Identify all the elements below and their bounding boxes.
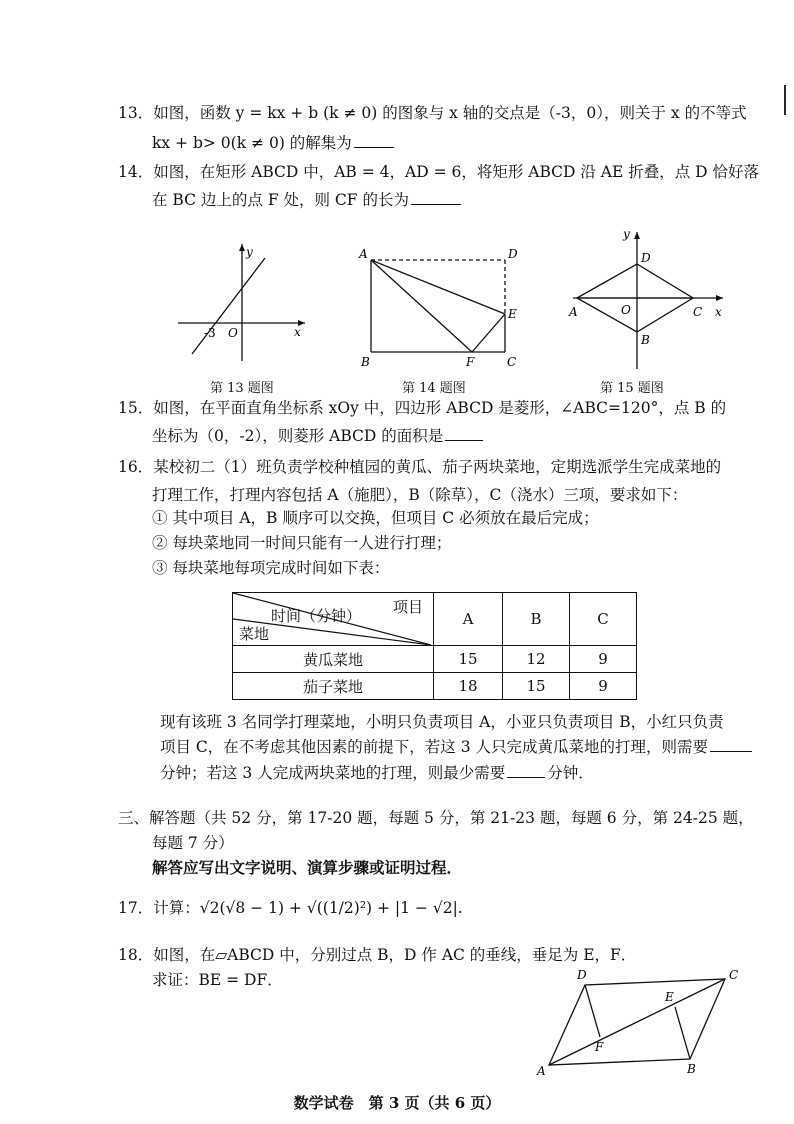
- cell-value: 18: [434, 673, 503, 700]
- cell-value: 15: [434, 646, 503, 673]
- q13-answer-blank[interactable]: [354, 133, 394, 148]
- row-name: 茄子菜地: [233, 673, 434, 700]
- cell-value: 9: [570, 673, 637, 700]
- page-footer: 数学试卷 第 3 页（共 6 页）: [293, 1094, 501, 1112]
- table-col-c: C: [570, 593, 637, 646]
- cell-value: 15: [503, 673, 570, 700]
- fig13-x-label: x: [294, 325, 301, 339]
- fig18-label-e: E: [665, 990, 674, 1004]
- fig18-label-a: A: [537, 1064, 546, 1078]
- fig15-caption: 第 15 题图: [600, 381, 664, 396]
- q14-line1: 14．如图，在矩形 ABCD 中，AB = 4，AD = 6，将矩形 ABCD 沿 AE 折叠，点 D 恰好落: [118, 163, 760, 181]
- fig13-origin-label: O: [228, 326, 238, 340]
- section3-line2: 每题 7 分）: [152, 834, 234, 852]
- table-diagonal-header: [233, 593, 434, 646]
- figure-14: [355, 242, 525, 372]
- q17-line: [118, 898, 463, 918]
- q16-answer-blank-2[interactable]: [507, 763, 545, 778]
- cell-value: 12: [503, 646, 570, 673]
- q16-line5: [160, 763, 594, 783]
- fig18-df: [585, 985, 600, 1037]
- fig14-label-a: A: [359, 247, 368, 261]
- fig15-label-c: C: [693, 305, 703, 319]
- fig18-label-c: C: [729, 968, 739, 982]
- figure-13: [170, 236, 310, 371]
- q15-line1: 15．如图，在平面直角坐标系 xOy 中，四边形 ABCD 是菱形，∠ABC=120°，点 B 的: [118, 399, 727, 417]
- fig14-fold-ae: [371, 260, 505, 314]
- q15-text: 坐标为（0，-2），则菱形 ABCD 的面积是: [152, 427, 444, 445]
- fig14-label-d: D: [508, 247, 518, 261]
- q13-line2: [152, 133, 394, 153]
- q16-rule3: ③ 每块菜地每项完成时间如下表：: [152, 559, 390, 577]
- fig13-y-label: y: [246, 245, 253, 259]
- fig18-label-b: B: [687, 1062, 696, 1076]
- q16-text4: 项目 C，在不考虑其他因素的前提下，若这 3 人只完成黄瓜菜地的打理，则需要: [160, 738, 709, 756]
- fig14-fe: [472, 314, 505, 352]
- fig14-af: [371, 260, 472, 352]
- q16-rule2: ② 每块菜地同一时间只能有一人进行打理；: [152, 534, 452, 552]
- section3-line1: 三、解答题（共 52 分，第 17-20 题，每题 5 分，第 21-23 题，每题 6 分，第 24-25 题，: [118, 809, 754, 827]
- q17-expression: √2(√8 − 1) + √((1/2)²) + |1 − √2|.: [199, 899, 463, 917]
- q13-line1: 13．如图，函数 y = kx + b (k ≠ 0) 的图象与 x 轴的交点是（-3，0），则关于 x 的不等式: [118, 104, 747, 122]
- fig14-label-e: E: [508, 307, 517, 321]
- figure-15: [565, 224, 735, 374]
- q16-table: [232, 592, 637, 700]
- table-col-a: A: [434, 593, 503, 646]
- q14-text: 在 BC 边上的点 F 处，则 CF 的长为: [152, 191, 409, 209]
- fig14-label-f: F: [466, 355, 475, 369]
- table-col-b: B: [503, 593, 570, 646]
- header-plot: 菜地: [239, 625, 270, 643]
- section3-instruction: 解答应写出文字说明、演算步骤或证明过程．: [152, 858, 463, 877]
- margin-mark: [784, 85, 786, 115]
- fig13-caption: 第 13 题图: [210, 381, 274, 396]
- header-project: 项目: [393, 598, 424, 616]
- q16-line4: [160, 737, 752, 757]
- fig18-label-d: D: [577, 968, 587, 982]
- q14-answer-blank[interactable]: [411, 190, 461, 205]
- fig14-caption: 第 14 题图: [402, 381, 466, 396]
- q18-line2: 求证：BE = DF．: [152, 971, 283, 989]
- fig15-label-d: D: [641, 251, 651, 265]
- fig18-diagonal-ac: [549, 979, 725, 1065]
- fig15-x-label: x: [715, 305, 722, 319]
- figure-18: [535, 965, 750, 1080]
- q18-line1: 18．如图，在▱ABCD 中，分别过点 B，D 作 AC 的垂线，垂足为 E，F．: [118, 946, 637, 964]
- fig18-be: [675, 1007, 690, 1059]
- diagonal-header-cell: [233, 593, 431, 645]
- fig15-y-label: y: [623, 227, 630, 241]
- q15-line2: [152, 426, 483, 446]
- q16-text5a: 分钟；若这 3 人完成两块菜地的打理，则最少需要: [160, 764, 506, 782]
- q13-text: kx + b> 0(k ≠ 0) 的解集为: [152, 134, 352, 152]
- row-name: 黄瓜菜地: [233, 646, 434, 673]
- table-header-row: [233, 593, 637, 646]
- q16-line2: 打理工作，打理内容包括 A（施肥），B（除草），C（浇水）三项，要求如下：: [152, 486, 688, 504]
- fig13-neg3-label: -3: [204, 326, 216, 340]
- fig14-label-c: C: [507, 355, 517, 369]
- q16-text5b: 分钟．: [547, 764, 594, 782]
- fig13-y-arrow: [239, 244, 245, 251]
- fig15-label-b: B: [641, 333, 650, 347]
- fig15-x-arrow: [716, 295, 723, 301]
- q16-line1: 16．某校初二（1）班负责学校种植园的黄瓜、茄子两块菜地，定期选派学生完成菜地的: [118, 458, 722, 476]
- fig18-label-f: F: [595, 1040, 604, 1054]
- q16-answer-blank-1[interactable]: [710, 737, 752, 752]
- fig15-label-a: A: [569, 305, 578, 319]
- fig14-label-b: B: [361, 355, 370, 369]
- table-row: [233, 673, 637, 700]
- q16-rule1: ① 其中项目 A，B 顺序可以交换，但项目 C 必须放在最后完成；: [152, 509, 599, 527]
- fig15-label-o: O: [621, 303, 631, 317]
- header-time: 时间（分钟）: [271, 607, 362, 625]
- q17-label: 17．计算：: [118, 899, 200, 917]
- q16-line3: 现有该班 3 名同学打理菜地，小明只负责项目 A，小亚只负责项目 B，小红只负责: [160, 713, 724, 731]
- cell-value: 9: [570, 646, 637, 673]
- q14-line2: [152, 190, 461, 210]
- fig15-y-arrow: [634, 232, 640, 239]
- table-row: [233, 646, 637, 673]
- q15-answer-blank[interactable]: [445, 426, 483, 441]
